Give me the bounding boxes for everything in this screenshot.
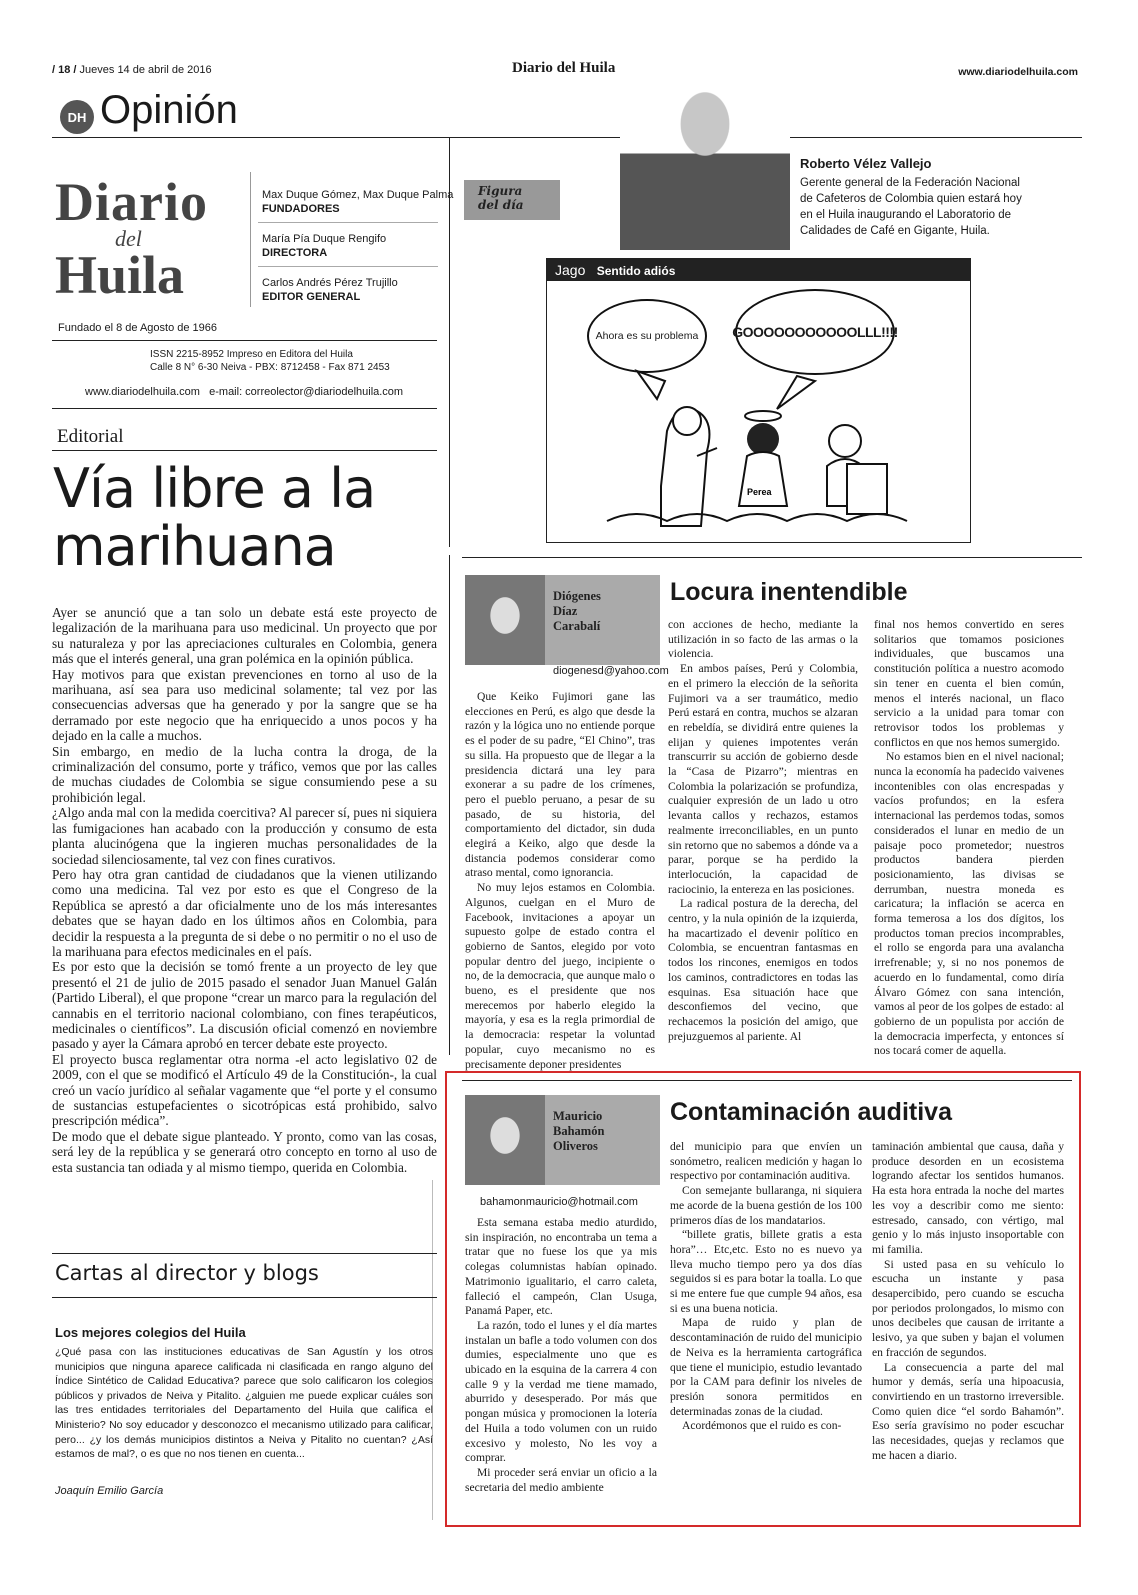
divider [449,555,450,1055]
paragraph: Hay motivos para que existan prevenciones en torno al uso de la marihuana, así sea para uso medicinal solamente; tal vez por las consecuencias adversas que ha generado y por la sangre que se ha derramado por este negocio que ha enriquecido a unos pocos y ha dejado en la calle a muchos. [52,666,437,744]
paragraph: El proyecto busca reglamentar otra norma -el acto legislativo 02 de 2009, con el que se modificó el Artículo 49 de la Constitución-, la cual creó un vacío jurídico al señalar vagamente que “el porte y el consumo de sustancias estupefacientes o sicotrópicas está prohibido, salvo prescripción médica”. [52,1051,437,1129]
speech-bubble: Ahora es su problema [587,299,707,373]
figura-label-1: Figura [478,184,523,198]
staff-founders [262,188,453,216]
contact-line [85,386,403,398]
name-line: Bahamón [553,1124,605,1138]
website-link[interactable]: www.diariodelhuila.com [85,386,200,398]
date: Jueves 14 de abril de 2016 [79,64,212,76]
paragraph: Ayer se anunció que a tan solo un debate está este proyecto de legalización de la marihuana para uso medicinal. Un proyecto que por su naturaleza y por las apreciaciones culturales en Colombia, genera más que el interés general, una gran polémica en la opinión pública. [52,605,437,667]
paragraph: Que Keiko Fujimori gane las elecciones en Perú, es algo que desde la razón y la lógica uno no entiende porque es el poder de su padre, “El Chino”, tras su silla. Ha propuesto que de llegar a la presidencia dictará una ley para exonerar a su padre de los crímenes, pero el pueblo peruano, a pesar de su pasado, de su historia, del comportamiento del dictador, sin duda elegirá a Keiko, algo que desde la distancia podemos considerar como atraso mental, como ignorancia. [465,690,655,880]
divider [258,222,438,223]
founded-line: Fundado el 8 de Agosto de 1966 [58,322,218,334]
name-line: Oliveros [553,1139,598,1153]
divider [52,450,437,451]
editorial-label: Editorial [57,426,124,447]
paragraph: La razón, todo el lunes y el día martes instalan un bafle a todo volumen con dos dumies, especialmente uno que es ubicado en la esquina de la carrera 4 con calle 9 y la verdad me tiene mamado, aburrido y desesperado. Por más que pongan música y promocionen la lotería del Huila a todo volumen con un ruido excesivo y molesto, No les voy a comprar. [465,1318,657,1465]
column-text-c [874,618,1064,1059]
masthead-logo [55,172,240,305]
cartoon [546,258,971,543]
divider [52,408,437,409]
speech-bubble: GOOOOOOOOOOOLLL!!!! [735,289,895,375]
staff-names: Carlos Andrés Pérez Trujillo [262,277,398,289]
columnist-card [465,1095,660,1185]
logo-word-2: del [115,226,142,251]
paragraph: “billete gratis, billete gratis a esta hora”… Etc,etc. Esto no es nuevo ya lleva mucho tiempo pero ya dos días seguidos si es para botar la toalla. Lo que si me entere fue que cumple 94 años, esa si es una buena noticia. [670,1228,862,1315]
letter-title: Los mejores colegios del Huila [55,1325,246,1340]
paper-name-a: Diario del [512,60,580,76]
editorial-body [52,605,437,1175]
paragraph: Mi proceder será enviar un oficio a la secretaria del medio ambiente [465,1465,657,1494]
divider [52,1297,437,1298]
staff-editor [262,276,398,304]
columnist-email[interactable]: bahamonmauricio@hotmail.com [480,1196,638,1208]
name-line: Mauricio [553,1109,603,1123]
paragraph: No muy lejos estamos en Colombia. Algunos, cuelgan en el Muro de Facebook, invitaciones a apoyar un supuesto golpe de estado contra el gobierno de Santos, elegido por voto popular dentro del juego, incipiente o no, de la democracia, que aunque malo o bueno, es el presidente que nos merecemos por haberlo elegido la mayoría, y esa es la regla primordial de la democracia: respetar la voluntad popular, cuyo mecanismo no es precisamente deponer presidentes [465,881,655,1071]
section-title: Opinión [100,88,238,132]
address: Calle 8 N° 6-30 Neiva - PBX: 8712458 - Fax 871 2453 [150,362,390,373]
paper-name-b: Huila [579,60,616,76]
paragraph: Esta semana estaba medio aturdido, sin inspiración, no encontraba un tema a tratar que no fuese los que ya mis colegas columnistas habían opinado. Matrimonio igualitario, el carro caleta, falleció el campeón, Clan Usuga, Panamá Paper, etc. [465,1216,657,1318]
paragraph: Pero hay otra gran cantidad de ciudadanos que la vienen utilizando como una medicina. Tal vez por esto es que el Congreso de la República se aprestó a dar oficialmente uno de los más interesantes debates que se hayan dado en los últimos años en Colombia, para decidir la respuesta a la pregunta de si debe o no permitir o no el uso de la marihuana para efectos medicinales en el país. [52,866,437,959]
column-text-c [872,1140,1064,1463]
staff-names: Max Duque Gómez, Max Duque Palma [262,189,454,201]
staff-role: EDITOR GENERAL [262,291,361,303]
paragraph: taminación ambiental que causa, daña y produce desorden en un ecosistema logrando afectar los sentidos humanos. Ha esta hora entrada la noche del martes les voy a describir como me siento: estresado, cansado, con vértigo, mal genio y lo más injusto insoportable con mi familia. [872,1140,1064,1256]
columnist-name [553,1109,604,1154]
cartoon-tag: Perea [747,487,772,497]
letter-author: Joaquín Emilio García [55,1485,164,1497]
divider [52,1253,437,1254]
paragraph: Es por esto que la decisión se tomó frente a un proyecto de ley que presentó el 21 de julio de 2015 pasado el senador Juan Manuel Galán (Partido Liberal), el que propone “crear un marco para la regulación del cannabis en el territorio nacional colombiano, con fines terapéuticos, medicinales o científicos”. La discusión oficial comenzó en noviembre pasado y ayer la Cámara aprobó en tercer debate este proyecto. [52,959,437,1052]
paragraph: En ambos países, Perú y Colombia, en el primero la elección de la señorita Fujimori va a ser traumático, medio Perú estará en contra, muchos se alzaran en rebeldía, se dividirá entre quienes la elijan y quienes impotentes verán transcurrir su acción de gobierno desde la “Casa de Pizarro”; mientras en Colombia la polarización se profundiza, cualquier expresión de un lado u otro levanta callos y rechazos, estamos realmente irreconciliables, en un punto sin retorno que no sabemos a dónde va a parar, porque se ha perdido la interlocución, la capacidad de raciocinio, la entereza en las posiciones. [668,662,858,896]
paragraph: con acciones de hecho, mediante la utilización in so facto de las armas o la violencia. [668,618,858,661]
staff-names: María Pía Duque Rengifo [262,233,387,245]
logo-word-3: Huila [55,245,185,305]
email-link[interactable]: e-mail: correolector@diariodelhuila.com [209,386,404,398]
paragraph: De modo que el debate sigue planteado. Y pronto, como van las cosas, será ley de la república y se generará otro concepto en torno al uso de esta sustancia tan odiada y al mismo tiempo, querida en Colombia. [52,1128,437,1175]
divider [462,557,1082,558]
figura-del-dia-label [464,180,560,220]
column-text-b [668,618,858,1044]
paper-name [512,60,615,77]
letter-body: ¿Qué pasa con las instituciones educativas de San Agustín y los otros municipios que ninguna aparece calificada ni clasificada en rango alguno del Índice Sintético de Calidad Educativa? parece que solo calificaron los colegios públicos y privados de Neiva y Pitalito. ¿alguien me puede explicar cuáles son las tres entidades territoriales del Departamento del Huila que califica el Ministerio? No soy educador y desconozco el mecanismo utilizado para calificar, pero... ¿y los demás municipios distintos a Neiva y Pitalito no cuentan? ¿Así estamos de mal?, o es que no nos tienen en cuenta... [55,1346,433,1461]
top-url[interactable]: www.diariodelhuila.com [958,66,1078,78]
portrait-photo [620,75,790,250]
figura-name: Roberto Vélez Vallejo [800,156,932,171]
cartoon-header [547,259,970,281]
divider [258,266,438,267]
divider [52,340,437,341]
cartoon-drawing [547,281,971,543]
paragraph: No estamos bien en el nivel nacional; nunca la economía ha padecido vaivenes incontenibles con olas encrespadas y vacíos profundos; en la esfera internacional las perdemos todas, somos considerados el lunar en medio de un paisaje poco prometedor; nuestros productos bandera pierden posicionamiento, las divisas se derrumban, nuestra moneda es caricatura; la inflación se acerca en forma temerosa a los dos dígitos, los productos toman precios incomprables, el rollo se engorda para una avalancha irrefrenable; y, si no nos ponemos de acuerdo en lo fundamental, como diría Álvaro Gómez con sana intención, vamos al peor de los golpes de estado: al gobierno de un populista por acción de la democracia imperfecta, y entonces sí nos tocará comer de aquella. [874,750,1064,1058]
paragraph: ¿Algo anda mal con la medida coercitiva? Al parecer sí, pues ni siquiera las fumigaciones han acabado con la producción y consumo de esta planta alucinógena que la ingieren muchas personalidades de la sociedad silenciosamente, tal vez con fines curativos. [52,805,437,867]
letters-section-title: Cartas al director y blogs [55,1261,319,1285]
columnist-name [553,589,601,634]
editorial-headline: Vía libre a la marihuana [53,457,376,578]
column-text-a [465,690,655,1072]
staff-director [262,232,386,260]
divider [250,172,251,307]
logo-word-1: Diario [55,172,208,232]
staff-role: FUNDADORES [262,203,340,215]
paragraph: Si usted pasa en su vehículo lo escucha un instante y pasa desapercibido, pero cuando se escucha por periodos prolongados, lo mismo con unos decibeles que causan de irritante a lesivo, ya que suben y bajan el volumen en fracción de segundos. [872,1257,1064,1359]
columnist-card [465,575,660,665]
divider [52,137,1082,138]
figura-description: Gerente general de la Federación Nacional de Cafeteros de Colombia quien estará hoy en el Huila inaugurando el Laboratorio de Calidades de Café en Gigante, Huila. [800,177,1022,237]
figura-label-2: del día [478,198,524,212]
publication-info [150,348,390,374]
name-line: Díaz [553,604,578,618]
paragraph: La consecuencia a parte del mal humor y demás, sería una hipoacusia, convirtiendo en un trastorno irreversible. Como quien dice “el sordo Bahamón”. Eso sería gravísimo no poder escuchar las necesidades, quejas y reclamos que me hacen a diario. [872,1360,1064,1462]
name-line: Carabalí [553,619,601,633]
dh-logo-icon: DH [60,100,94,134]
page-date-line [52,64,212,76]
name-line: Diógenes [553,589,601,603]
divider [462,1080,1072,1081]
column-text-b [670,1140,862,1434]
cartoon-author: Jago [555,262,586,278]
columnist-email[interactable]: diogenesd@yahoo.com [553,665,669,677]
column-headline: Contaminación auditiva [670,1098,952,1126]
column-headline: Locura inentendible [670,578,908,606]
cartoon-title: Sentido adiós [596,264,676,278]
columnist-photo [465,1095,545,1185]
paragraph: Con semejante bullaranga, ni siquiera me acorde de la buena gestión de los 100 primeros días de los mandatarios. [670,1184,862,1227]
paragraph: final nos hemos convertido en seres solitarios que tomamos posiciones individuales, que buscamos una constitución política a nuestro acomodo sin tener en cuenta el bien común, menos el interés nacional, un flaco servicio a la unidad para tomar con retrovisor todos los problemas y conflictos en que nos hemos sumergido. [874,618,1064,749]
paragraph: del municipio para que envíen un sonómetro, realicen medición y hagan lo respectivo por contaminación auditiva. [670,1140,862,1183]
paragraph: Acordémonos que el ruido es con- [682,1419,842,1433]
paragraph: La radical postura de la derecha, del centro, y la nula opinión de la izquierda, ha macartizado el devenir político en Colombia, se encuentran fantasmas en todos los rincones, enemigos en todos los caminos, contradictores en todas las esquinas. Esa situación hace que desconfiemos del vecino, que rechacemos la posición del amigo, que prejuzguemos al pariente. Al [668,897,858,1043]
paragraph: Sin embargo, en medio de la lucha contra la droga, de la criminalización del consumo, porte y tráfico, vemos que por las calles de muchas ciudades de Colombia se sigue consumiendo pese a su prohibición legal. [52,743,437,805]
issn: ISSN 2215-8952 Impreso en Editora del Huila [150,349,353,360]
page-number: / 18 / [52,64,77,76]
column-text-a [465,1216,657,1495]
columnist-photo [465,575,545,665]
staff-role: DIRECTORA [262,247,328,259]
paragraph: Mapa de ruido y plan de descontaminación de ruido del municipio de Neiva es la herramienta cartográfica que tiene el municipio, estudio levantado por la CAM para definir los niveles de presión sonora permitidos en determinadas zonas de la ciudad. [670,1316,862,1418]
